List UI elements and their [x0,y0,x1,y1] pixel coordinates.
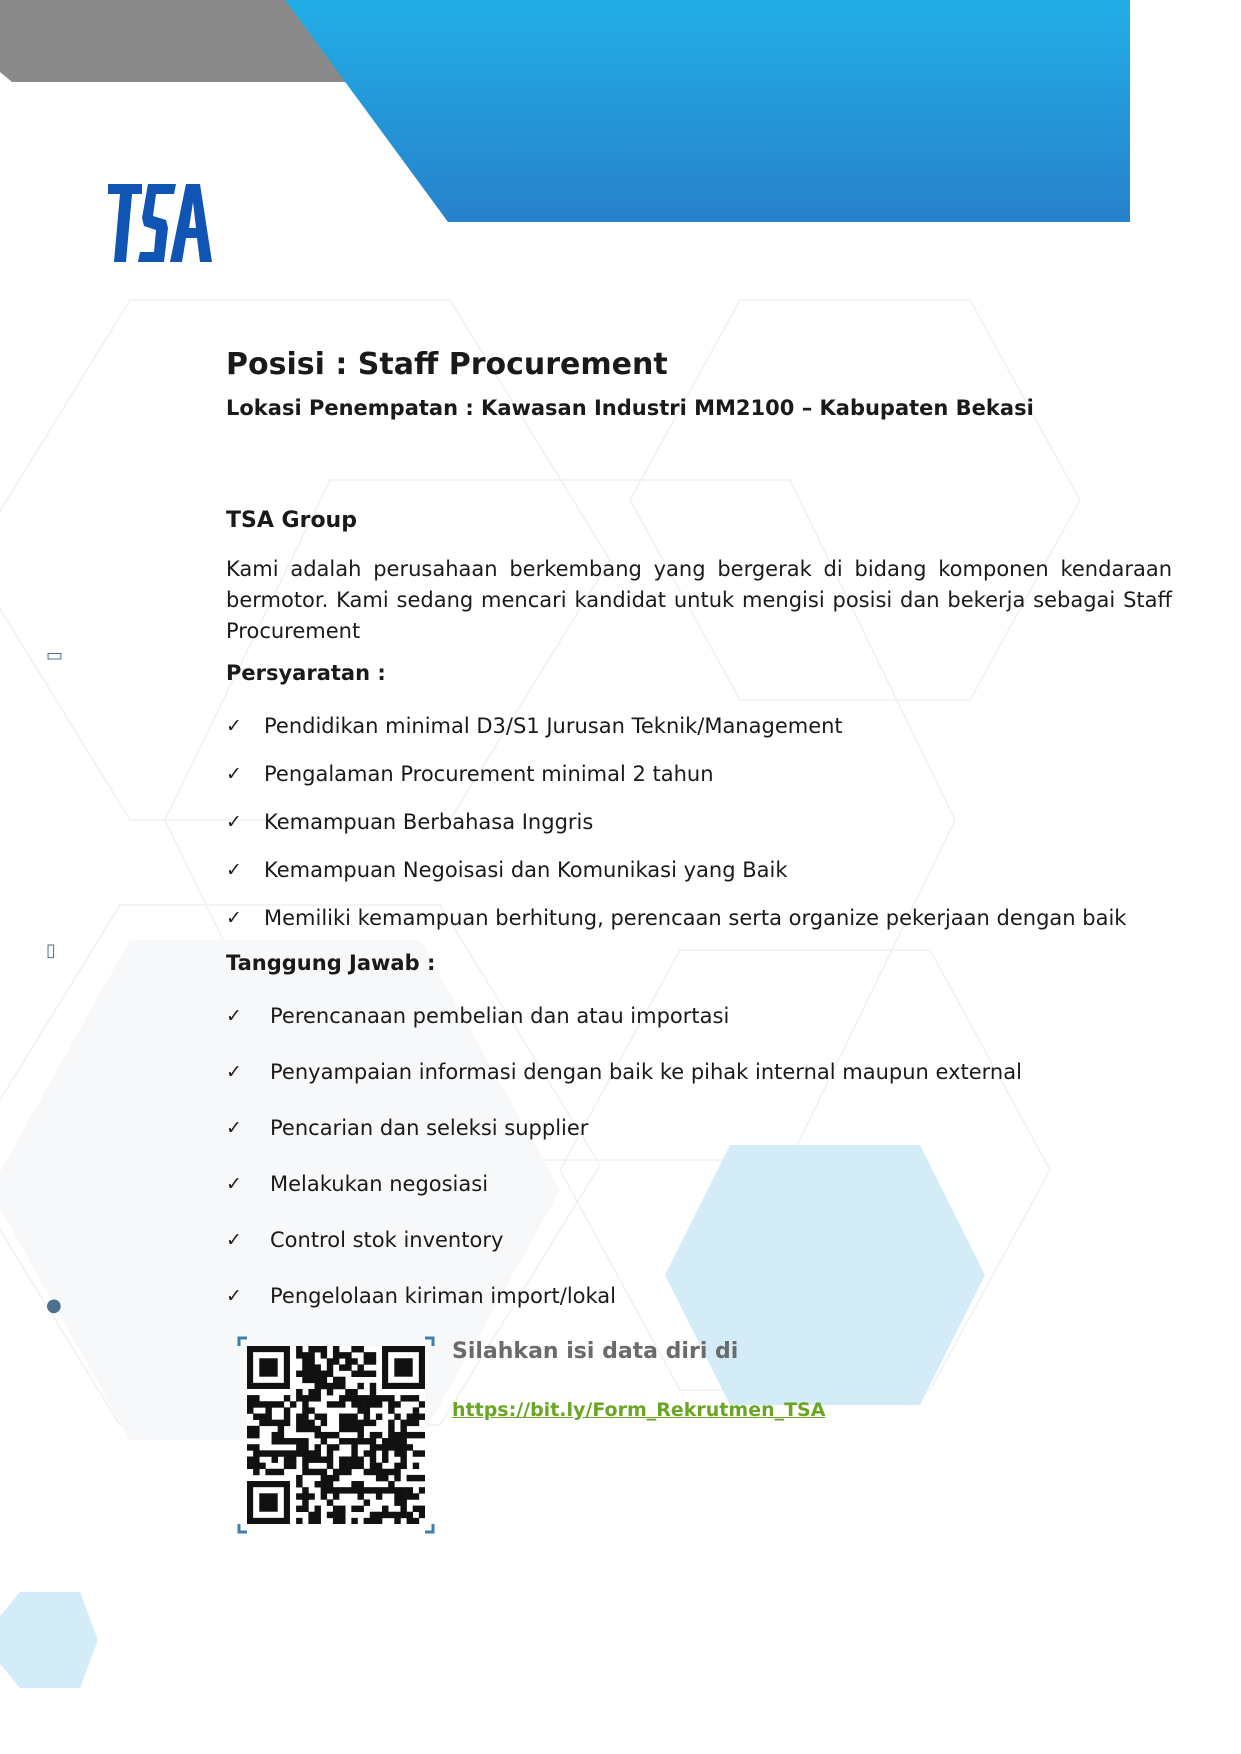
requirements-list [226,711,1126,951]
list-item: ✓ Penyampaian informasi dengan baik ke pihak internal maupun external [226,1057,1022,1087]
position-location: Lokasi Penempatan : Kawasan Industri MM2100 – Kabupaten Bekasi [226,396,1034,420]
checkmark-icon: ✓ [226,1117,242,1139]
position-title: Posisi : Staff Procurement [226,347,668,382]
list-item: ✓ Perencanaan pembelian dan atau importasi [226,1001,1022,1031]
location-icon: ● [46,1295,62,1316]
checkmark-icon: ✓ [226,811,242,833]
checkmark-icon: ✓ [226,1173,242,1195]
qr-code[interactable] [237,1336,435,1534]
list-item: ✓ Memiliki kemampuan berhitung, perencaan serta organize pekerjaan dengan baik [226,903,1126,933]
tsa-logo [104,180,216,266]
list-item: ✓ Pendidikan minimal D3/S1 Jurusan Teknik/Management [226,711,1126,741]
phone-icon: ▯ [46,940,56,961]
checkmark-icon: ✓ [226,907,242,929]
list-item: ✓ Melakukan negosiasi [226,1169,1022,1199]
checkmark-icon: ✓ [226,1229,242,1251]
responsibilities-list [226,1001,1022,1337]
checkmark-icon: ✓ [226,1005,242,1027]
list-item: ✓ Pencarian dan seleksi supplier [226,1113,1022,1143]
list-item: ✓ Pengelolaan kiriman import/lokal [226,1281,1022,1311]
company-name: TSA Group [226,508,357,533]
application-form-link[interactable]: https://bit.ly/Form_Rekrutmen_TSA [452,1399,826,1421]
responsibilities-heading: Tanggung Jawab : [226,951,436,975]
envelope-icon: ▭ [46,645,64,666]
checkmark-icon: ✓ [226,859,242,881]
company-description: Kami adalah perusahaan berkembang yang bergerak di bidang komponen kendaraan bermotor. Kami sedang mencari kandidat untuk mengisi posisi dan bekerja sebagai Staff Procurement [226,557,1172,643]
list-item: ✓ Control stok inventory [226,1225,1022,1255]
apply-instruction: Silahkan isi data diri di [452,1339,739,1364]
checkmark-icon: ✓ [226,1285,242,1307]
list-item: ✓ Kemampuan Negoisasi dan Komunikasi yang Baik [226,855,1126,885]
checkmark-icon: ✓ [226,763,242,785]
requirements-heading: Persyaratan : [226,661,386,685]
list-item: ✓ Pengalaman Procurement minimal 2 tahun [226,759,1126,789]
checkmark-icon: ✓ [226,715,242,737]
qr-pattern [247,1346,425,1524]
list-item: ✓ Kemampuan Berbahasa Inggris [226,807,1126,837]
checkmark-icon: ✓ [226,1061,242,1083]
